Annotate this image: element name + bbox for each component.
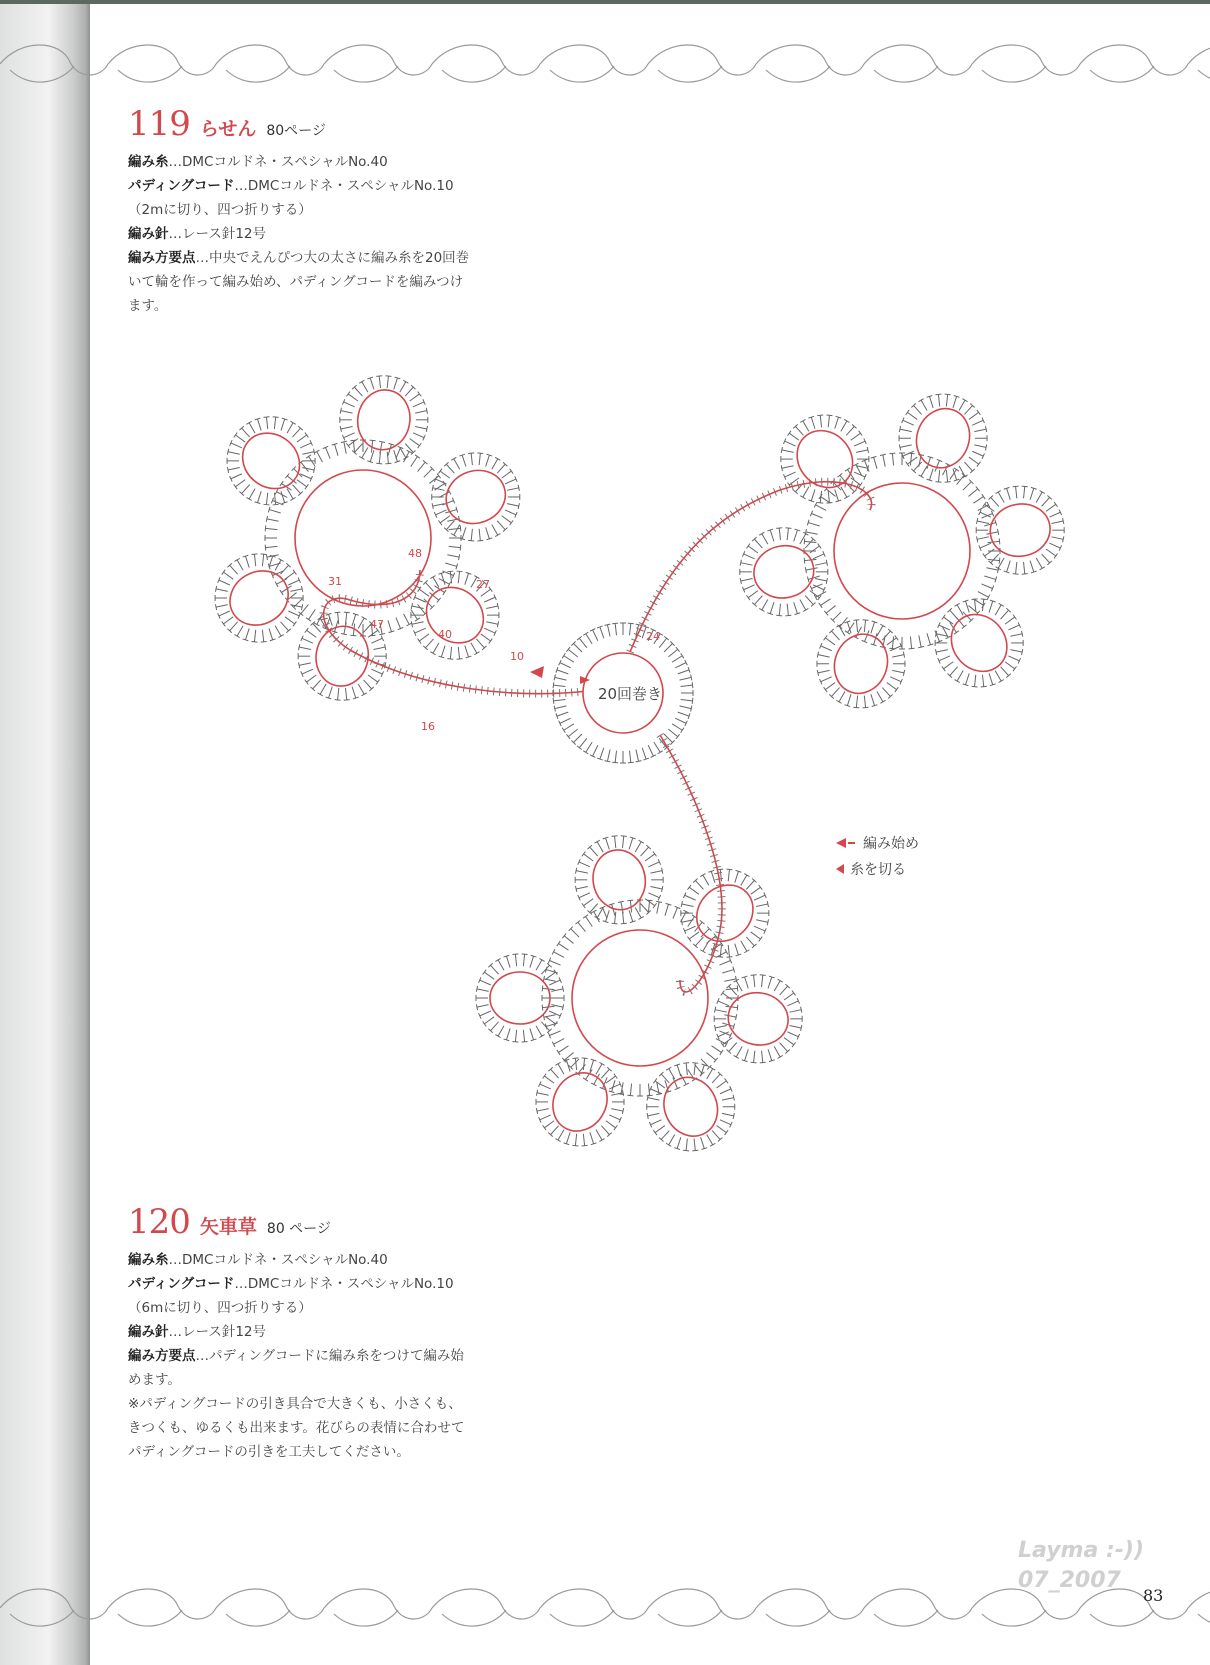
pattern-name: らせん xyxy=(199,118,257,140)
pattern-120-section xyxy=(128,1202,598,1464)
flower-left-petal-stitches xyxy=(432,453,520,541)
flower-bottom-petal xyxy=(685,874,764,953)
note-line-1: ※パディングコードの引き具合で大きくも、小さくも、 xyxy=(128,1396,462,1412)
cord-note: （6mに切り、四つ折りする） xyxy=(128,1300,312,1316)
stitch-count-label: 10 xyxy=(510,650,524,663)
pattern-120-heading xyxy=(128,1202,598,1242)
stitch-count-label: 31 xyxy=(328,575,342,588)
center-ring-label: 20回巻き xyxy=(597,685,663,703)
stitch-count-label: 27 xyxy=(476,578,490,591)
yarn-value: …DMCコルドネ・スペシャルNo.40 xyxy=(168,1252,388,1268)
start-arrow-icon xyxy=(836,838,846,848)
points-line xyxy=(128,1344,598,1368)
flower-right-petal xyxy=(786,419,864,498)
signature-watermark xyxy=(1018,1536,1144,1596)
flower-left-petal xyxy=(220,560,298,635)
flower-right-center xyxy=(834,483,970,619)
legend-start xyxy=(836,830,919,856)
stitch-count-label: 40 xyxy=(438,628,452,641)
flower-bottom-petal-stitches xyxy=(647,1063,735,1151)
points-line-3: ます。 xyxy=(128,298,168,314)
cord-value: …DMCコルドネ・スペシャルNo.10 xyxy=(234,1276,454,1292)
needle-label: 編み針 xyxy=(128,1324,169,1340)
cord-label: パディングコード xyxy=(128,178,235,194)
start-line-icon xyxy=(848,842,855,844)
page-reference: 80ページ xyxy=(266,123,326,139)
flower-bottom-petal xyxy=(654,1069,726,1145)
flower-right-petal xyxy=(750,541,818,603)
points-value: …パディングコードに編み糸をつけて編み始 xyxy=(195,1348,464,1364)
flower-right-petal-stitches xyxy=(817,620,905,708)
pattern-name: 矢車草 xyxy=(199,1216,257,1238)
diagram-legend xyxy=(836,830,919,882)
page-reference: 80 ページ xyxy=(266,1221,331,1237)
yarn-value: …DMCコルドネ・スペシャルNo.40 xyxy=(168,154,388,170)
flower-right-petal-stitches xyxy=(976,486,1064,574)
flower-left-petal-stitches xyxy=(340,376,428,464)
pattern-number: 119 xyxy=(128,104,190,144)
points-label: 編み方要点 xyxy=(128,250,196,266)
flower-bottom-petal xyxy=(724,988,792,1050)
points-label: 編み方要点 xyxy=(128,1348,196,1364)
cord-note: （2mに切り、四つ折りする） xyxy=(128,202,312,218)
needle-label: 編み針 xyxy=(128,226,169,242)
needle-value: …レース針12号 xyxy=(168,226,267,242)
flower-right-petal-stitches xyxy=(740,528,828,616)
flower-right-petal-stitches xyxy=(899,394,987,482)
stitch-count-label: 47 xyxy=(370,618,384,631)
yarn-line xyxy=(128,1248,598,1272)
flower-right-petal xyxy=(940,603,1018,682)
yarn-label: 編み糸 xyxy=(128,154,169,170)
start-marker xyxy=(530,666,544,678)
flower-right-petal xyxy=(986,499,1054,561)
flower-bottom-center xyxy=(572,930,708,1066)
flower-left-petal xyxy=(231,422,310,500)
flower-bottom-petal-stitches xyxy=(575,836,663,924)
points-value: …中央でえんぴつ大の太さに編み糸を20回巻 xyxy=(195,250,470,266)
stitch-count-label: 48 xyxy=(408,547,422,560)
flower-bottom-petal xyxy=(490,972,550,1024)
cord-value: …DMCコルドネ・スペシャルNo.10 xyxy=(234,178,454,194)
signature-name: Layma :-)) xyxy=(1018,1538,1144,1563)
points-line-2: いて輪を作って編み始め、パディングコードを編みつけ xyxy=(128,274,464,290)
flower-bottom-petal-stitches xyxy=(714,975,802,1063)
note-line-2: きつくも、ゆるくも出来ます。花びらの表情に合わせて xyxy=(128,1420,465,1436)
cord-label: パディングコード xyxy=(128,1276,235,1292)
legend-cut xyxy=(836,856,919,882)
note-line-3: パディングコードの引きを工夫してください。 xyxy=(128,1444,410,1460)
signature-date: 07_2007 xyxy=(1018,1568,1121,1593)
flower-bottom-petal xyxy=(542,1063,617,1141)
yarn-label: 編み糸 xyxy=(128,1252,169,1268)
cord-line xyxy=(128,1272,598,1296)
pattern-number: 120 xyxy=(128,1202,190,1242)
needle-line xyxy=(128,1320,598,1344)
stitch-count-label: 24 xyxy=(646,630,660,643)
points-line-2: めます。 xyxy=(128,1372,181,1388)
flower-left-center xyxy=(295,470,431,606)
flower-bottom-petal-stitches xyxy=(681,869,769,957)
legend-start-label: 編み始め xyxy=(863,836,919,852)
stitch-count-label: 16 xyxy=(421,720,435,733)
cut-arrow-icon xyxy=(836,864,844,874)
legend-cut-label: 糸を切る xyxy=(850,862,906,878)
needle-value: …レース針12号 xyxy=(168,1324,267,1340)
page-number: 83 xyxy=(1143,1586,1164,1605)
